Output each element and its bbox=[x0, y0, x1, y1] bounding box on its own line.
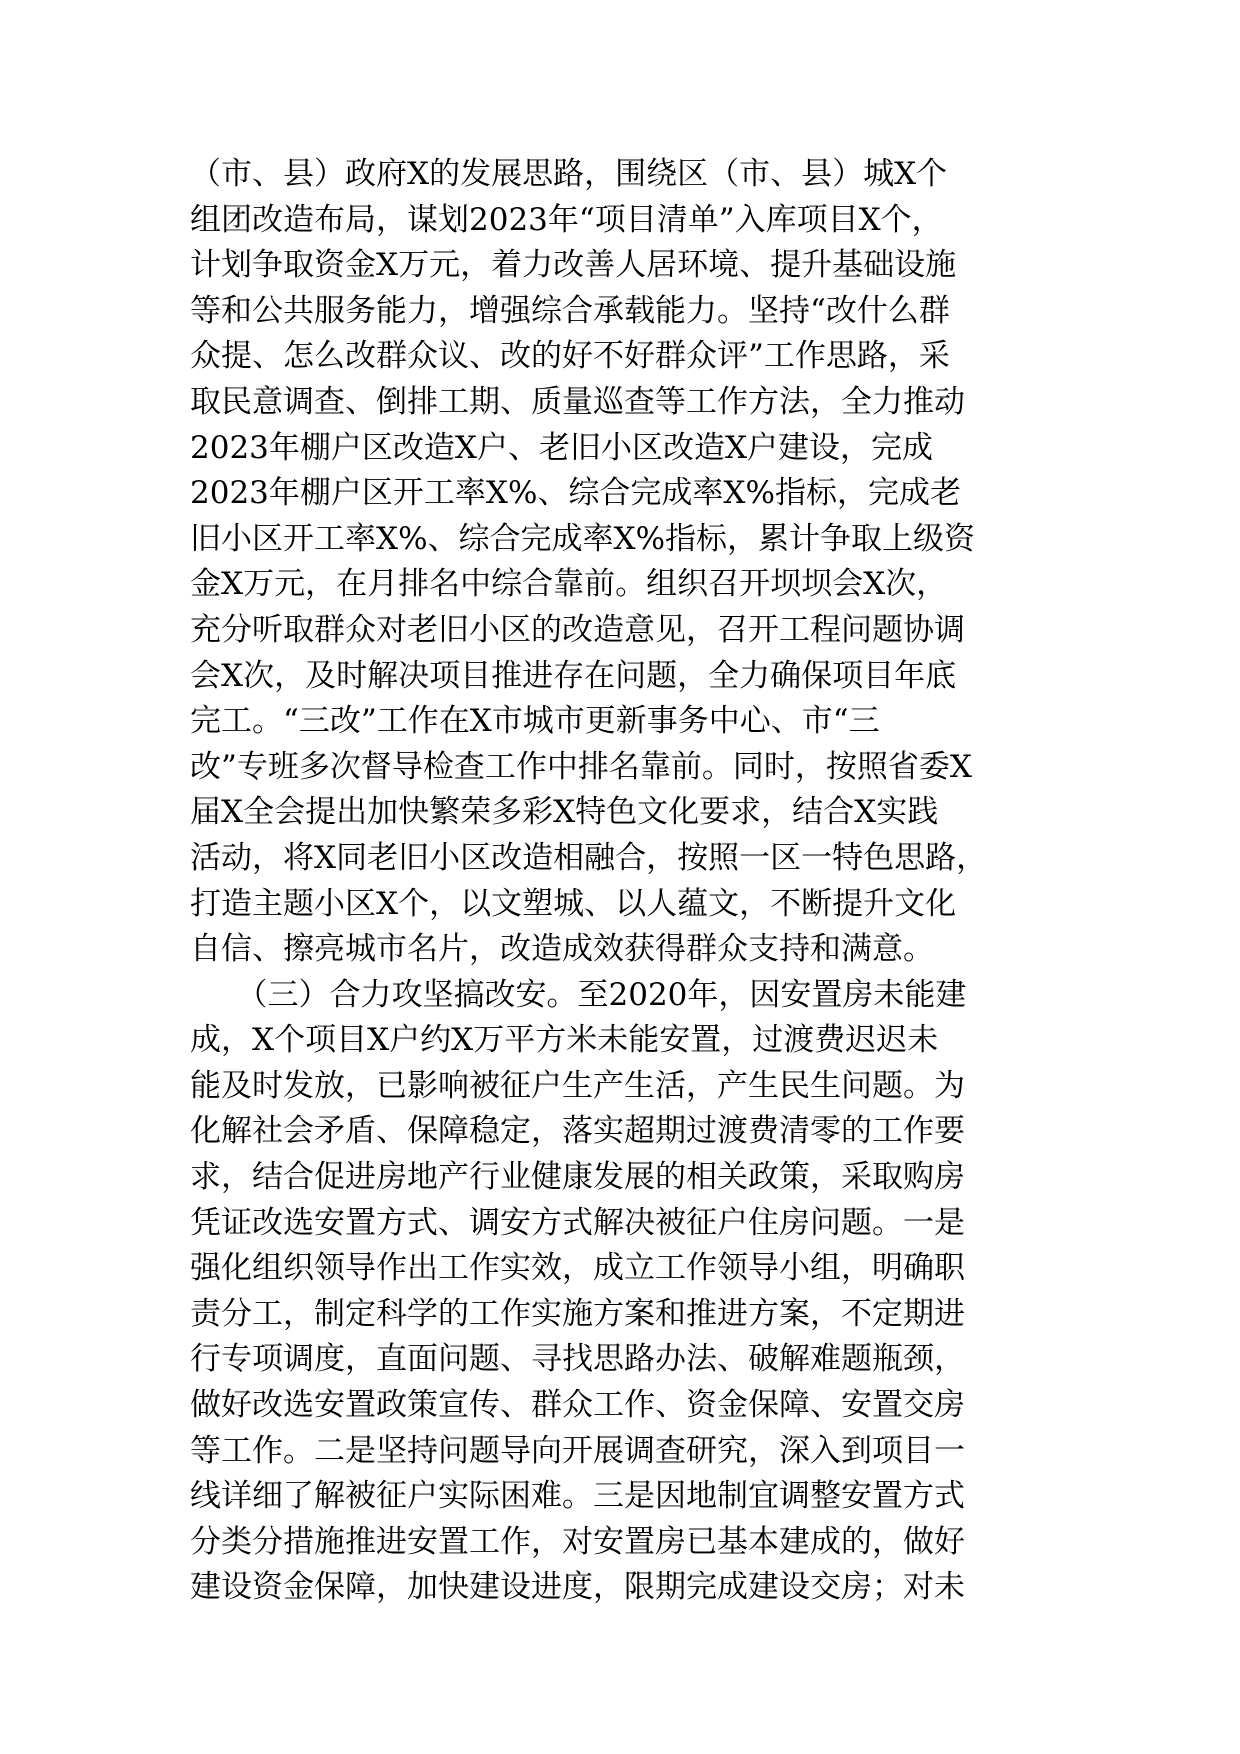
text-line: 届X全会提出加快繁荣多彩X特色文化要求，结合X实践 bbox=[190, 794, 939, 831]
text-line: 化解社会矛盾、保障稳定，落实超期过渡费清零的工作要 bbox=[190, 1113, 965, 1150]
text-line: 2023年棚户区开工率X%、综合完成率X%指标，完成老 bbox=[190, 475, 961, 512]
text-line: 行专项调度，直面问题、寻找思路办法、破解难题瓶颈， bbox=[190, 1341, 965, 1378]
text-line: 做好改选安置政策宣传、群众工作、资金保障、安置交房 bbox=[190, 1387, 965, 1424]
text-line: 取民意调查、倒排工期、质量巡查等工作方法，全力推动 bbox=[190, 383, 965, 420]
text-line: 责分工，制定科学的工作实施方案和推进方案，不定期进 bbox=[190, 1295, 965, 1332]
text-line: 建设资金保障，加快建设进度，限期完成建设交房；对未 bbox=[190, 1569, 965, 1606]
text-line: （三）合力攻坚搞改安。至2020年，因安置房未能建 bbox=[190, 976, 967, 1013]
text-line: 组团改造布局，谋划2023年“项目清单”入库项目X个， bbox=[190, 201, 943, 238]
text-line: 2023年棚户区改造X户、老旧小区改造X户建设，完成 bbox=[190, 429, 934, 466]
text-line: 凭证改选安置方式、调安方式解决被征户住房问题。一是 bbox=[190, 1204, 965, 1241]
text-line: 等工作。二是坚持问题导向开展调查研究，深入到项目一 bbox=[190, 1432, 965, 1469]
text-line: 强化组织领导作出工作实效，成立工作领导小组，明确职 bbox=[190, 1250, 965, 1287]
text-line: 成，X个项目X户约X万平方米未能安置，过渡费迟迟未 bbox=[190, 1022, 939, 1059]
text-line: 金X万元，在月排名中综合靠前。组织召开坝坝会X次， bbox=[190, 566, 948, 603]
text-line: 自信、擦亮城市名片，改造成效获得群众支持和满意。 bbox=[190, 931, 934, 968]
text-line: 改”专班多次督导检查工作中排名靠前。同时，按照省委X bbox=[190, 748, 972, 785]
text-line: （市、县）政府X的发展思路，围绕区（市、县）城X个 bbox=[190, 156, 948, 192]
text-line: 等和公共服务能力，增强综合承载能力。坚持“改什么群 bbox=[190, 292, 950, 329]
text-line: 众提、怎么改群众议、改的好不好群众评”工作思路，采 bbox=[190, 338, 950, 375]
text-line: 求，结合促进房地产行业健康发展的相关政策，采取购房 bbox=[190, 1159, 965, 1196]
text-line: 完工。“三改”工作在X市城市更新事务中心、市“三 bbox=[190, 703, 880, 740]
text-line: 会X次，及时解决项目推进存在问题，全力确保项目年底 bbox=[190, 657, 957, 694]
body-text bbox=[190, 152, 1060, 1611]
text-line: 计划争取资金X万元，着力改善人居环境、提升基础设施 bbox=[190, 247, 957, 284]
text-line: 充分听取群众对老旧小区的改造意见，召开工程问题协调 bbox=[190, 611, 965, 648]
text-line: 活动，将X同老旧小区改造相融合，按照一区一特色思路， bbox=[190, 839, 988, 876]
text-line: 旧小区开工率X%、综合完成率X%指标，累计争取上级资 bbox=[190, 520, 976, 557]
text-line: 能及时发放，已影响被征户生产生活，产生民生问题。为 bbox=[190, 1067, 965, 1104]
text-line: 分类分措施推进安置工作，对安置房已基本建成的，做好 bbox=[190, 1523, 965, 1560]
text-line: 打造主题小区X个，以文塑城、以人蕴文，不断提升文化 bbox=[190, 885, 957, 922]
text-line: 线详细了解被征户实际困难。三是因地制宜调整安置方式 bbox=[190, 1478, 965, 1515]
